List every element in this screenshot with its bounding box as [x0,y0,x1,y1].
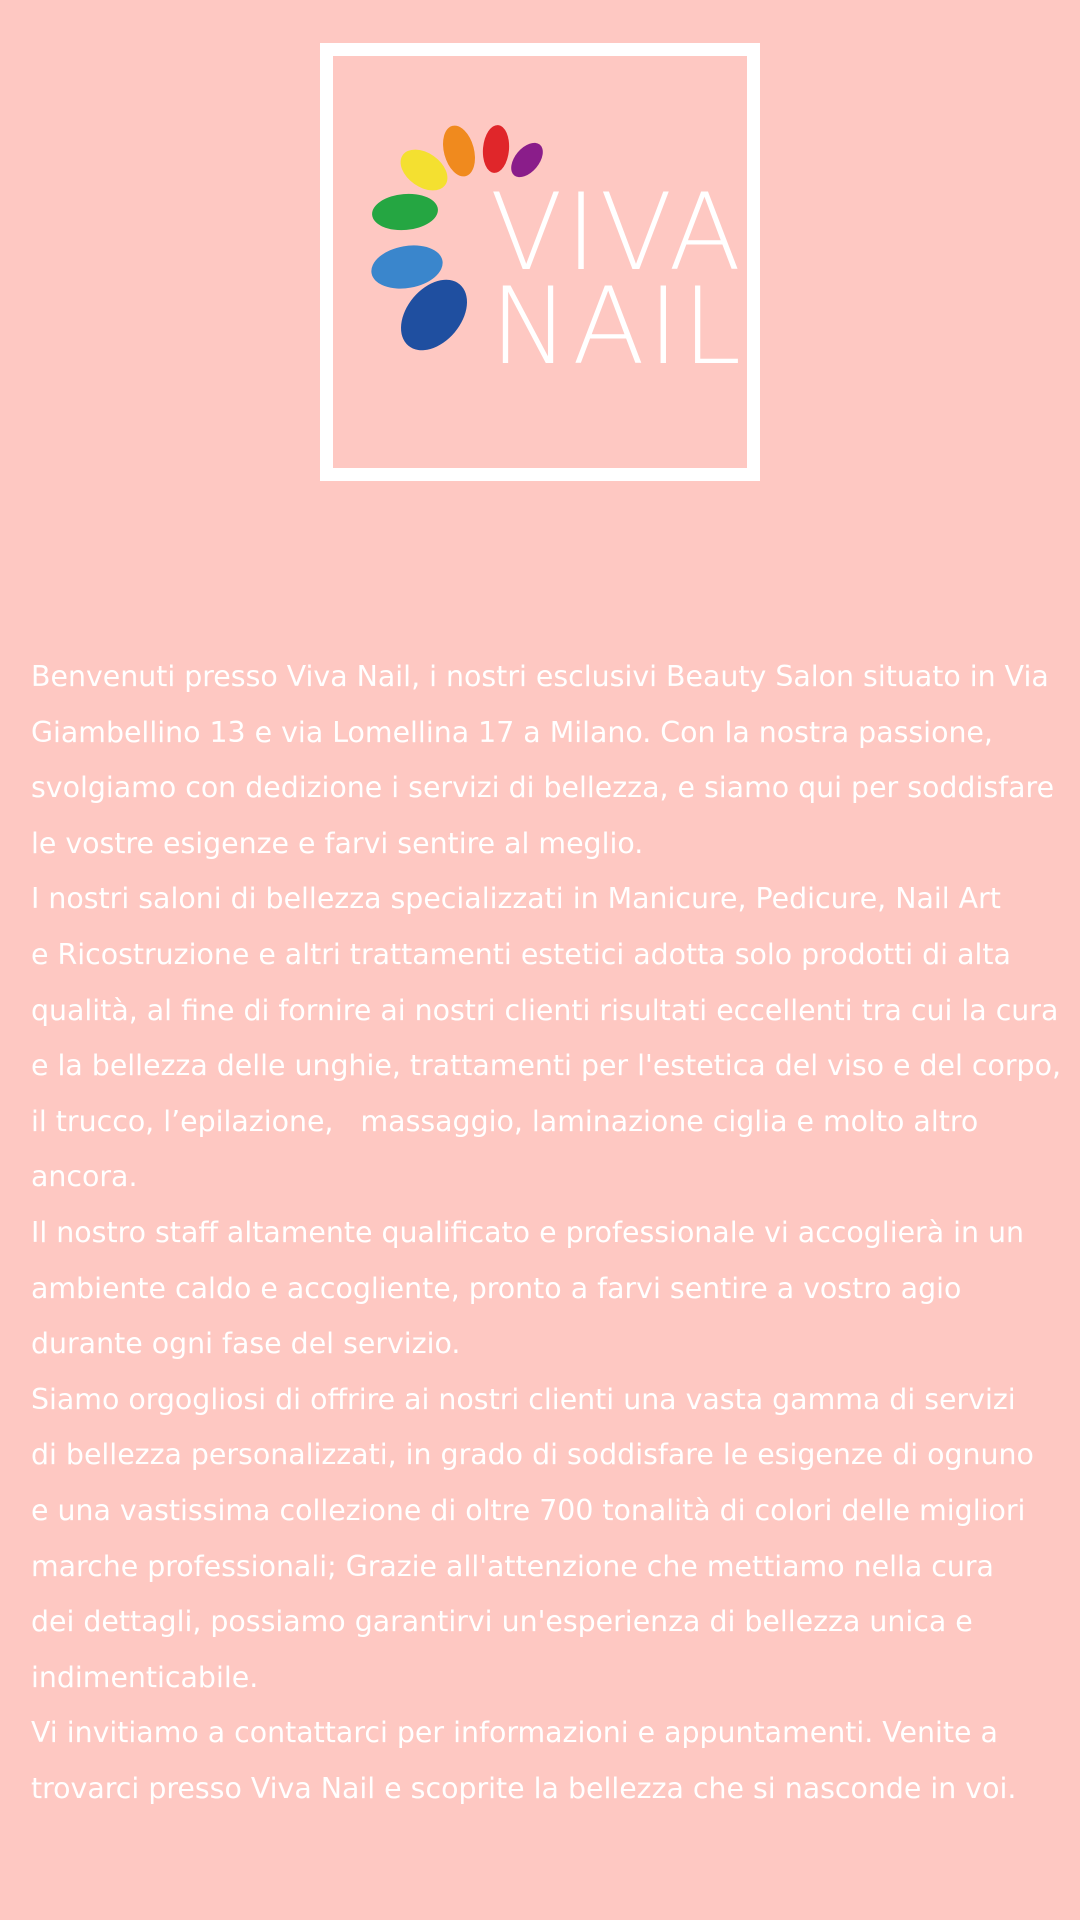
text-line: il trucco, l’epilazione, massaggio, laminazione ciglia e molto altro [31,1104,979,1138]
petal-red [481,124,511,174]
text-line: qualità, al fine di fornire ai nostri clienti risultati eccellenti tra cui la cura [31,993,1059,1027]
text-line: Giambellino 13 e via Lomellina 17 a Milano. Con la nostra passione, [31,715,993,749]
text-line: Siamo orgogliosi di offrire ai nostri clienti una vasta gamma di servizi [31,1382,1016,1416]
intro-text [31,649,1071,1816]
logo-text-viva: VIVA [490,171,745,294]
text-line: le vostre esigenze e farvi sentire al meglio. [31,826,644,860]
petal-green [371,191,440,233]
text-line: e Ricostruzione e altri trattamenti estetici adotta solo prodotti di alta [31,937,1011,971]
text-line: di bellezza personalizzati, in grado di soddisfare le esigenze di ognuno [31,1438,1034,1472]
text-line: marche professionali; Grazie all'attenzione che mettiamo nella cura [31,1549,994,1583]
text-line: e la bellezza delle unghie, trattamenti per l'estetica del viso e del corpo, [31,1049,1061,1083]
text-line: indimenticabile. [31,1660,259,1694]
text-line: dei dettagli, possiamo garantirvi un'esperienza di bellezza unica e [31,1605,973,1639]
text-line: ancora. [31,1160,138,1194]
logo-text-nail: NAIL [490,265,745,388]
text-line: e una vastissima collezione di oltre 700 tonalità di colori delle migliori [31,1493,1026,1527]
text-line: trovarci presso Viva Nail e scoprite la bellezza che si nasconde in voi. [31,1771,1017,1805]
text-line: Benvenuti presso Viva Nail, i nostri esclusivi Beauty Salon situato in Via [31,660,1049,693]
text-line: Vi invitiamo a contattarci per informazioni e appuntamenti. Venite a [31,1716,998,1750]
text-line: ambiente caldo e accogliente, pronto a farvi sentire a vostro agio [31,1271,962,1305]
text-line: I nostri saloni di bellezza specializzati in Manicure, Pedicure, Nail Art [31,882,1001,916]
text-line: svolgiamo con dedizione i servizi di bellezza, e siamo qui per soddisfare [31,771,1055,805]
text-line: Il nostro staff altamente qualificato e professionale vi accoglierà in un [31,1215,1025,1249]
text-line: durante ogni fase del servizio. [31,1327,461,1361]
